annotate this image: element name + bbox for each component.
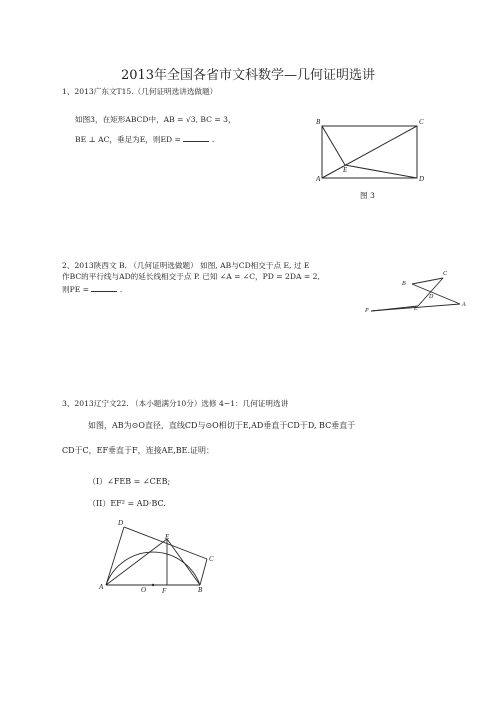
q2-label-d: D <box>429 294 434 300</box>
q3-line1: 如图，AB为⊙O直径，直线CD与⊙O相切于E,AD垂直于CD于D, BC垂直于 <box>88 421 356 430</box>
q2-line1: 2、2013陕西文 B. （几何证明选做题） 如图, AB与CD相交于点 E, 过 E <box>62 261 310 270</box>
q1-label-e: E <box>343 166 348 174</box>
q1-header: 1、2013广东文T15.（几何证明选讲选做题） <box>62 87 218 96</box>
q2-line3-end: . <box>119 285 123 294</box>
q2-label-p: P <box>365 308 369 314</box>
q1-label-b: B <box>316 118 321 126</box>
q3-label-c: C <box>209 555 214 563</box>
q3-label-d: D <box>118 519 124 527</box>
q2-line3-text: 则PE = <box>62 285 90 294</box>
q3-part2: （II）EF² = AD·BC. <box>88 499 166 508</box>
q2-label-b: B <box>402 281 406 287</box>
q3-line2: CD于C，EF垂直于F，连接AE,BE.证明： <box>62 446 215 455</box>
q1-line1: 如图3，在矩形ABCD中，AB = √3, BC = 3， <box>75 115 236 124</box>
q1-label-d: D <box>419 175 425 183</box>
q3-part1: （I）∠FEB = ∠CEB; <box>88 477 171 486</box>
q1-figure-caption: 图 3 <box>360 191 375 200</box>
q3-label-o: O <box>141 586 147 594</box>
q1-label-c: C <box>419 118 424 126</box>
q1-label-a: A <box>316 175 321 183</box>
q2-label-e: E <box>414 306 418 312</box>
q2-label-a: A <box>462 302 466 308</box>
q3-header: 3、2013辽宁文22. （本小题满分10分）选修 4−1：几何证明选讲 <box>62 399 289 408</box>
q3-label-a: A <box>99 583 104 591</box>
q1-line2-text: BE ⊥ AC，垂足为E，则ED = <box>75 135 181 144</box>
q2-label-c: C <box>443 271 448 277</box>
q3-label-e: E <box>165 533 170 541</box>
q1-line2-end: . <box>211 135 215 144</box>
q2-line2: 作BC的平行线与AD的延长线相交于点 P. 已知 ∠A = ∠C，PD = 2DA = 2, <box>62 272 320 281</box>
page-title: 2013年全国各省市文科数学—几何证明选讲 <box>120 68 376 83</box>
q3-label-f: F <box>162 587 167 595</box>
q3-label-b: B <box>198 586 203 594</box>
